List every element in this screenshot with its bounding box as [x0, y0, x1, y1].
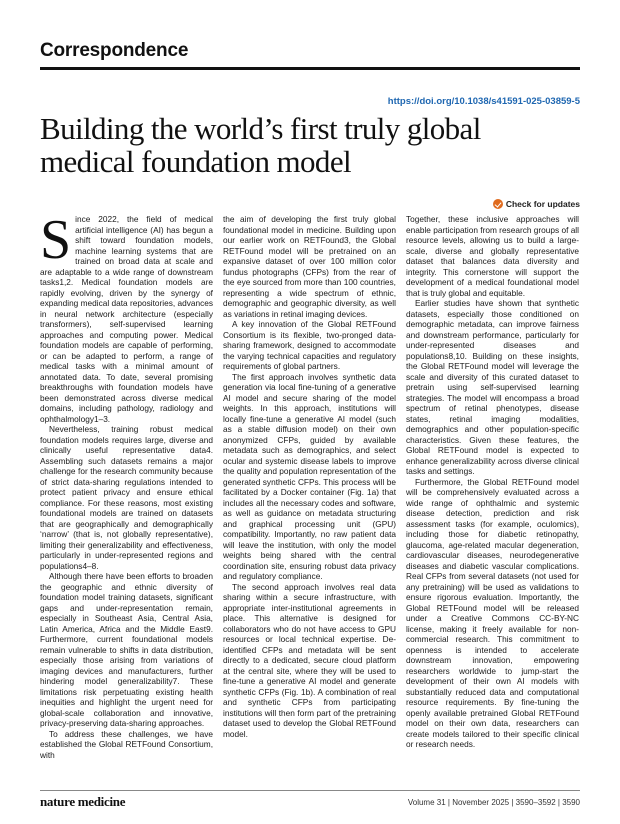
paragraph: The second approach involves real data sharing within a secure infrastructure, with appropriate inter-institutional agreements in place. This alternative is designed for collaborators who do not have access to GPU resources or local technical expertise. De-identified CFPs and metadata will be sent directly to a dedicated, secure cloud platform at the central site, where they will be used to fine-tune a generative AI model and generate synthetic CFPs (Fig. 1b). A combination of real and synthetic CFPs from participating institutions will then form part of the pretraining dataset used to develop the Global RETFound model. [223, 581, 396, 739]
paragraph: Although there have been efforts to broaden the geographic and ethnic diversity of foundation model training datasets, significant gaps and under-representation remain, especially in Southeast Asia, Central Asia, Latin America, Africa and the Middle East9. Furthermore, current foundational models remain vulnerable to shifts in data distribution, especially those arising from variations of imaging devices and manufacturers, further hindering model generalizability7. These limitations risk perpetuating existing health inequities and highlight the urgent need for global-scale collaboration and innovative, privacy-preserving data-sharing approaches. [40, 571, 213, 728]
section-label: Correspondence [40, 40, 189, 61]
paragraph: Earlier studies have shown that synthetic datasets, especially those conditioned on demographic metadata, can improve fairness and downstream performance, particularly for under-represented diseases and populations8,10. Building on these insights, the Global RETFound model will leverage the scale and diversity of this curated dataset to pretrain using self-supervised learning strategies. The model will encompass a broad spectrum of retinal phenotypes, disease states, retinal imaging modalities, demographics and other population-specific characteristics. Given these features, the Global RETFound model is expected to enhance generalizability across diverse clinical tasks and settings. [406, 298, 579, 476]
journal-name: nature medicine [40, 794, 126, 809]
volume-info: Volume 31 | November 2025 | 3590–3592 | 3590 [407, 798, 580, 807]
doi-link[interactable]: https://doi.org/10.1038/s41591-025-03859-5 [387, 96, 580, 107]
drop-cap: S [40, 214, 72, 271]
column-1 [40, 214, 213, 774]
paragraph: Nevertheless, training robust medical foundation models requires large, diverse and clinically useful representative data4. Assembling such datasets remains a major challenge for the research community because of strict data-sharing regulations intended to protect patient privacy and ensure ethical compliance. For these reasons, most existing foundational models are trained on datasets that are geographically and demographically ‘narrow’ (that is, not globally representative), limiting their generalizability and effectiveness, particularly in under-represented regions and populations4–8. [40, 424, 213, 571]
check-updates-icon [493, 199, 503, 209]
column-2 [223, 214, 396, 774]
column-3 [406, 214, 579, 774]
paragraph-text: ince 2022, the field of medical artificial intelligence (AI) has begun a shift toward foundation models, machine learning systems that are trained on broad data at scale and are adaptable to a wide range of downstream tasks1,2. Medical foundation models are rapidly evolving, driven by the synergy of expanding medical data repositories, advances in neural network architecture (especially transformers), self-supervised learning approaches and computing power. Medical foundation models are capable of performing, or can be adapted to perform, a range of medical tasks with a minimal amount of annotated data. To date, several promising breakthroughs with foundation models have been demonstrated across diverse medical domains, including pathology, radiology and ophthalmology1–3. [40, 214, 213, 424]
header-rule [40, 67, 580, 70]
paragraph [40, 214, 213, 424]
paragraph: To address these challenges, we have established the Global RETFound Consortium, with [40, 728, 213, 760]
paragraph: Together, these inclusive approaches will enable participation from research groups of all resource levels, allowing us to build a large-scale, diverse and globally representative dataset that balances data diversity and integrity. This cornerstone will support the development of a medical foundational model that is truly global and equitable. [406, 214, 579, 298]
paragraph: the aim of developing the first truly global foundational model in medicine. Building upon our earlier work on RETFound3, the Global RETFound model will be pretrained on an expansive dataset of over 100 million color fundus photographs (CFPs) from the rear of the eye sourced from more than 100 countries, representing a wide spectrum of ethnic, demographic and geographic diversity, as well as variations in retinal imaging devices. [223, 214, 396, 319]
paragraph: The first approach involves synthetic data generation via local fine-tuning of a generative AI model and secure sharing of the model weights. In this approach, institutions will locally fine-tune a generative AI model (such as a stable diffusion model) on their own anonymized CFPs, guided by available metadata such as demographics, and select ocular and systemic disease labels to improve the quality and population representation of the generated synthetic CFPs. This process will be facilitated by a Docker container (Fig. 1a) that includes all the necessary codes and software, as well as guidance on metadata structuring and graphical processing unit (GPU) compatibility. Importantly, no raw patient data will leave the institution, with only the model weights being shared with the central coordination site, ensuring robust data privacy and regulatory compliance. [223, 371, 396, 581]
check-updates-button[interactable] [493, 199, 580, 209]
footer-rule [40, 790, 580, 791]
paragraph: A key innovation of the Global RETFound Consortium is its flexible, two-pronged data-sharing framework, designed to accommodate the varying technical capacities and regulatory requirements of global partners. [223, 319, 396, 371]
check-updates-label: Check for updates [505, 199, 580, 209]
article-body [40, 214, 580, 774]
paragraph: Furthermore, the Global RETFound model will be comprehensively evaluated across a wide range of ophthalmic and systemic disease detection, prediction and risk assessment tasks (for example, oculomics), including those for diabetic retinopathy, glaucoma, age-related macular degeneration, cardiovascular diseases, neurodegenerative diseases and diabetic vascular complications. Real CFPs from several datasets (not used for any pretraining) will be used as validations to ensure rigorous evaluation. Importantly, the Global RETFound model will be released under a Creative Commons CC-BY-NC license, making it freely available for non-commercial research. This commitment to openness is intended to accelerate downstream innovation, empowering researchers worldwide to jump-start the development of their own AI models with substantially reduced data and computational resource requirements. By fine-tuning the openly available pretrained Global RETFound model on their own data, researchers can create models tailored to their specific clinical or research needs. [406, 476, 579, 749]
article-title: Building the world’s first truly global medical foundation model [40, 111, 481, 179]
